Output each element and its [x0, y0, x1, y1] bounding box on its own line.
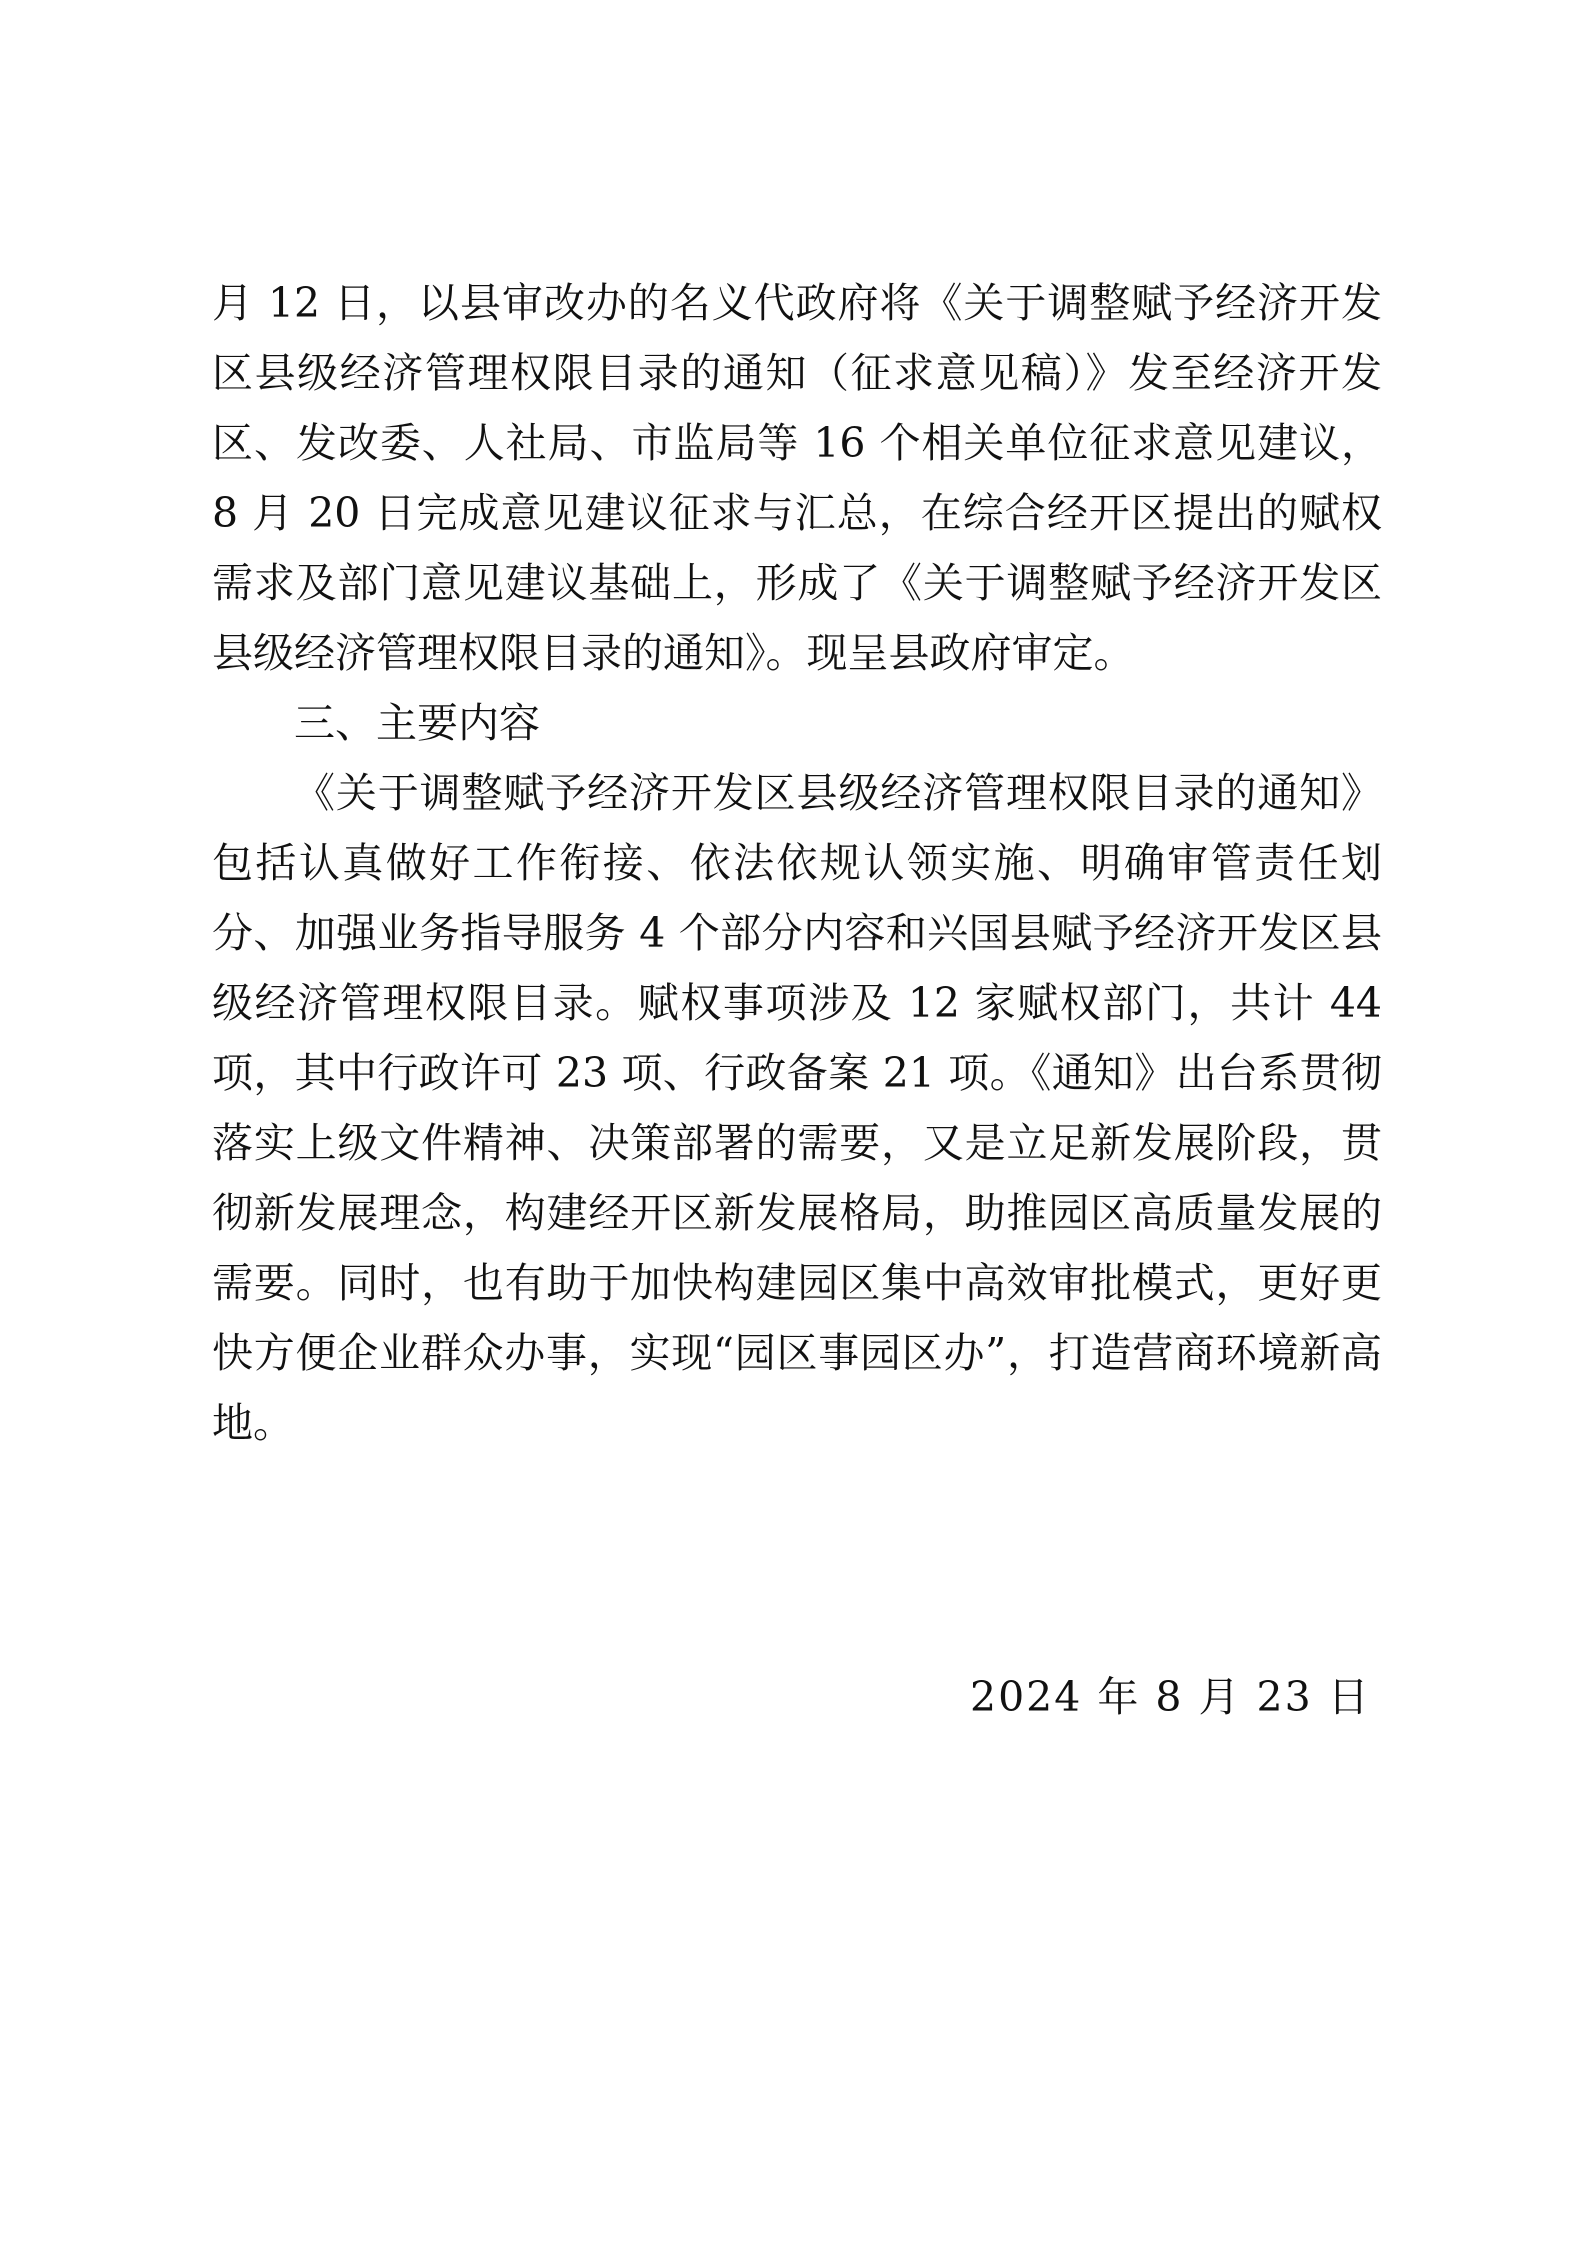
document-body [212, 268, 1382, 1458]
document-date: 2024 年 8 月 23 日 [970, 1673, 1371, 1721]
paragraph-main-content: 《关于调整赋予经济开发区县级经济管理权限目录的通知》包括认真做好工作衔接、依法依规认领实施、明确审管责任划分、加强业务指导服务 4 个部分内容和兴国县赋予经济开发区县级经济管理权限目录。赋权事项涉及 12 家赋权部门，共计 44 项，其中行政许可 23 项、行政备案 21 项。《通知》出台系贯彻落实上级文件精神、决策部署的需要，又是立足新发展阶段，贯彻新发展理念，构建经开区新发展格局，助推园区高质量发展的需要。同时，也有助于加快构建园区集中高效审批模式，更好更快方便企业群众办事，实现“园区事园区办”，打造营商环境新高地。 [212, 769, 1382, 1447]
paragraph-continuation: 月 12 日，以县审改办的名义代政府将《关于调整赋予经济开发区县级经济管理权限目录的通知（征求意见稿）》发至经济开发区、发改委、人社局、市监局等 16 个相关单位征求意见建议，8 月 20 日完成意见建议征求与汇总，在综合经开区提出的赋权需求及部门意见建议基础上，形成了《关于调整赋予经济开发区县级经济管理权限目录的通知》。现呈县政府审定。 [212, 279, 1382, 677]
section-heading-main-content: 三、主要内容 [294, 699, 540, 747]
